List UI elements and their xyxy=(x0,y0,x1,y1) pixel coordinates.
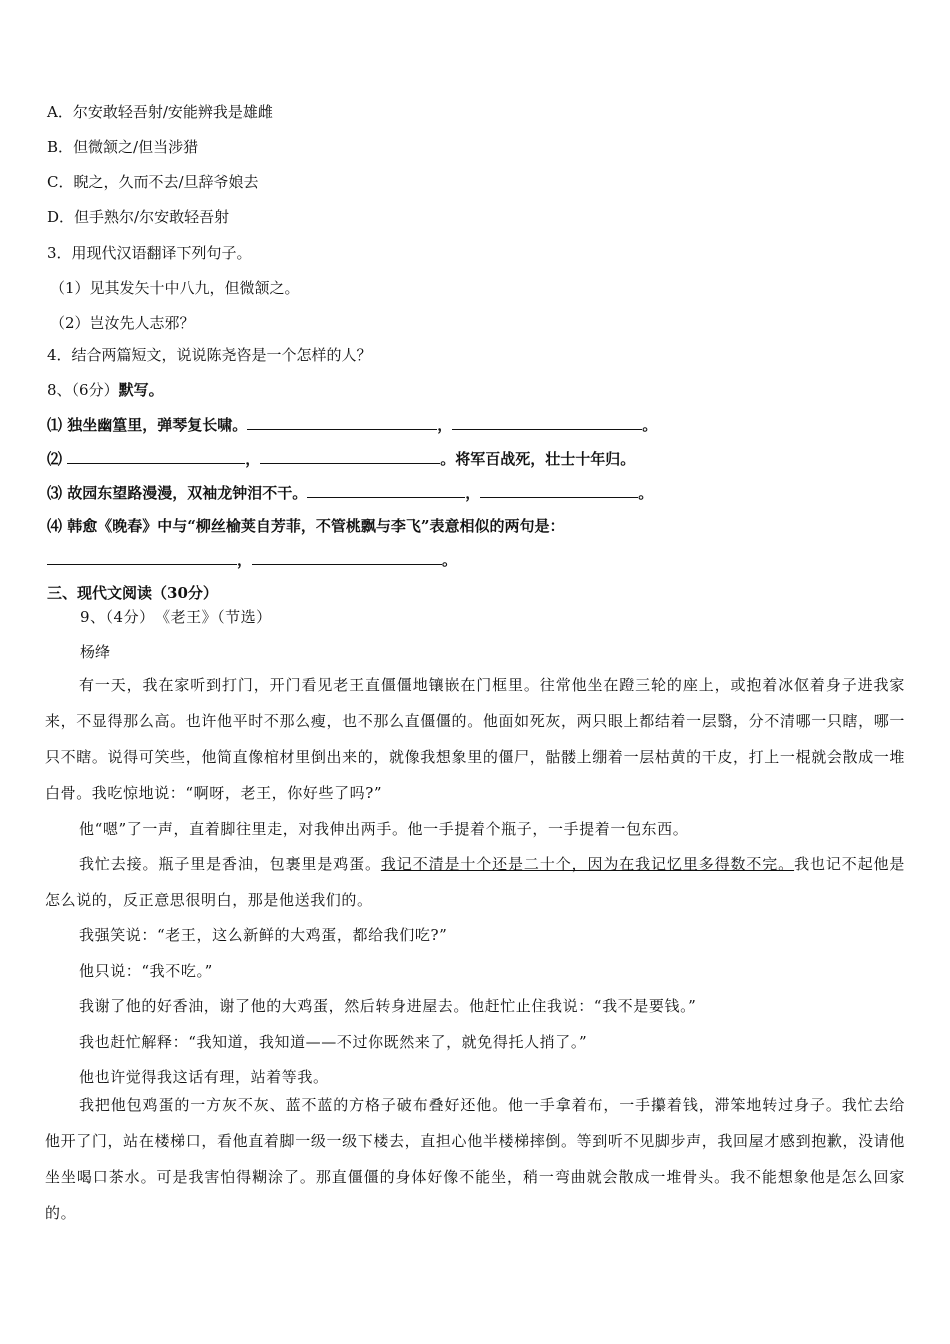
blank[interactable] xyxy=(452,414,642,430)
q8-line-3-text: ⑶ 故园东望路漫漫，双袖龙钟泪不干。 xyxy=(47,484,308,502)
period: 。 xyxy=(442,551,458,569)
paragraph: 他只说：“我不吃。” xyxy=(79,962,213,980)
paragraph: 他“嗯”了一声，直着脚往里走，对我伸出两手。他一手提着个瓶子，一手提着一包东西。 xyxy=(79,820,689,838)
blank[interactable] xyxy=(252,549,442,565)
comma: ， xyxy=(237,551,253,569)
blank[interactable] xyxy=(47,549,237,565)
q8-line-3 xyxy=(47,482,653,503)
paragraph: 我也赶忙解释：“我知道，我知道——不过你既然来了，就免得托人捎了。” xyxy=(79,1033,588,1051)
paragraph-text: 我也记不起他是怎么说的，反正意思很明白，那是他送我们的。 xyxy=(45,855,906,909)
section-title: 三、现代文阅读（30分） xyxy=(47,584,218,602)
q3-sentence-1: （1）见其发矢十中八九，但微颔之。 xyxy=(50,279,300,297)
q8-line-2 xyxy=(47,448,635,469)
q8-heading xyxy=(47,380,164,400)
paragraph: 我谢了他的好香油，谢了他的大鸡蛋，然后转身进屋去。他赶忙止住我说：“我不是要钱。” xyxy=(79,997,697,1015)
q9-heading: 9、（4分） 《老王》（节选） xyxy=(80,608,272,626)
q8-line-1 xyxy=(47,414,657,435)
period: 。 xyxy=(638,484,654,502)
blank[interactable] xyxy=(260,448,440,464)
q8-line-2-text: 。将军百战死，壮士十年归。 xyxy=(440,450,636,468)
q8-line-1-text: ⑴ 独坐幽篁里，弹琴复长啸。 xyxy=(47,416,248,434)
q3-title: 3．用现代汉语翻译下列句子。 xyxy=(47,244,252,262)
option-d: D．但手熟尔/尔安敢轻吾射 xyxy=(47,208,230,226)
paragraph-text: 我忙去接。瓶子里是香油，包裹里是鸡蛋。 xyxy=(79,855,381,873)
paragraph xyxy=(45,846,905,918)
blank[interactable] xyxy=(480,482,638,498)
blank[interactable] xyxy=(247,414,437,430)
paragraph: 我把他包鸡蛋的一方灰不灰、蓝不蓝的方格子破布叠好还他。他一手拿着布，一手攥着钱，滞笨地转过身子。我忙去给他开了门，站在楼梯口，看他直着脚一级一级下楼去，直担心他半楼梯摔倒。等到听不见脚步声，我回屋才感到抱歉，没请他坐坐喝口茶水。可是我害怕得糊涂了。那直僵僵的身体好像不能坐，稍一弯曲就会散成一堆骨头。我不能想象他是怎么回家的。 xyxy=(45,1096,905,1222)
blank[interactable] xyxy=(67,448,245,464)
underlined-sentence: 我记不清是十个还是二十个，因为在我记忆里多得数不完。 xyxy=(380,855,795,873)
option-c: C．睨之，久而不去/旦辞爷娘去 xyxy=(47,173,259,191)
option-a: A．尔安敢轻吾射/安能辨我是雄雌 xyxy=(47,103,273,121)
q8-line-4: ⑷ 韩愈《晚春》中与“柳丝榆荚自芳菲，不管桃飘与李飞”表意相似的两句是： xyxy=(47,517,565,535)
paragraph: 我强笑说：“老王，这么新鲜的大鸡蛋，都给我们吃?” xyxy=(79,926,448,944)
q8-number: 8、（6分） xyxy=(47,381,119,399)
q8-title: 默写。 xyxy=(118,381,164,399)
q8-line-2-prefix: ⑵ xyxy=(47,450,68,468)
comma: ， xyxy=(437,416,453,434)
option-b: B．但微颔之/但当涉猎 xyxy=(47,138,199,156)
author: 杨绛 xyxy=(80,643,111,661)
blank[interactable] xyxy=(307,482,465,498)
comma: ， xyxy=(465,484,481,502)
q8-line-4-blanks xyxy=(47,549,457,570)
period: 。 xyxy=(642,416,658,434)
paragraph: 有一天，我在家听到打门，开门看见老王直僵僵地镶嵌在门框里。往常他坐在蹬三轮的座上，或抱着冰伛着身子进我家来，不显得那么高。也许他平时不那么瘦，也不那么直僵僵的。他面如死灰，两只眼上都结着一层翳，分不清哪一只瞎，哪一只不瞎。说得可笑些，他简直像棺材里倒出来的，就像我想象里的僵尸，骷髅上绷着一层枯黄的干皮，打上一棍就会散成一堆白骨。我吃惊地说：“啊呀，老王，你好些了吗?” xyxy=(45,676,905,802)
comma: ， xyxy=(245,450,261,468)
q4-question: 4．结合两篇短文，说说陈尧咨是一个怎样的人？ xyxy=(47,346,372,364)
paragraph: 他也许觉得我这话有理，站着等我。 xyxy=(79,1068,329,1086)
q3-sentence-2: （2）岂汝先人志邪？ xyxy=(50,314,195,332)
